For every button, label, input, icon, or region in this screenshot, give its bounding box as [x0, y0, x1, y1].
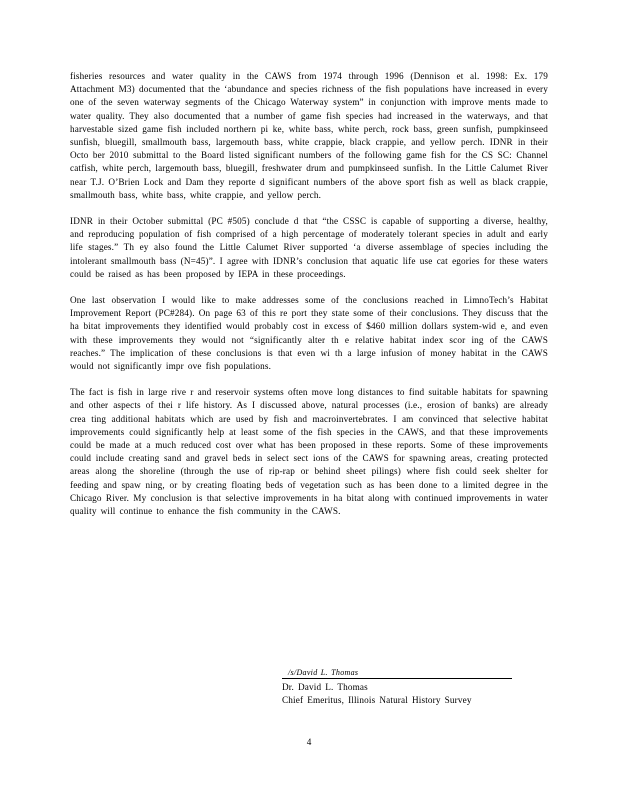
paragraph: fisheries resources and water quality in the CAWS from 1974 through 1996 (Dennison et al. 1998: Ex. 179 Attachment M3) documented that the ‘abundance and species richness of the fish populations have increased in every one of the seven waterway segments of the Chicago Waterway system” in conjunction with improve ments made to water quality. They also documented that a number of game fish species had increased in the waterways, and that harvestable sized game fish included northern pi ke, white bass, white perch, rock bass, green sunfish, pumpkinseed sunfish, bluegill, smallmouth bass, largemouth bass, white crappie, black crappie, and yellow perch. IDNR in their Octo ber 2010 submittal to the Board listed significant numbers of the following game fish for the CS SC: Channel catfish, white perch, largemouth bass, bluegill, freshwater drum and pumpkinseed sunfish. In the Little Calumet River near T.J. O’Brien Lock and Dam they reporte d significant numbers of the above sport fish as well as black crappie, smallmouth bass, white bass, white crappie, and yellow perch.: [70, 71, 548, 200]
signature-rule: [282, 678, 512, 679]
paragraph: One last observation I would like to make addresses some of the conclusions reached in LimnoTech’s Habitat Improvement Report (PC#284). On page 63 of this re port they state some of their conclusions. They discuss that the ha bitat improvements they identified would probably cost in excess of $460 million dollars system-wid e, and even with these improvements they would not “significantly alter th e relative habitat index scor ing of the CAWS reaches.” The implication of these conclusions is that even wi th a large infusion of money habitat in the CAWS would not significantly impr ove fish populations.: [70, 295, 548, 372]
document-body: [70, 70, 548, 531]
signer-name: Dr. David L. Thomas: [282, 682, 368, 692]
signer-title: Chief Emeritus, Illinois Natural History Survey: [282, 694, 472, 705]
signature-block: [282, 668, 532, 706]
paragraph: IDNR in their October submittal (PC #505) conclude d that “the CSSC is capable of supporting a diverse, healthy, and reproducing population of fish comprised of a high percentage of moderately tolerant species in adult and early life stages.” Th ey also found the Little Calumet River supported ‘a diverse assemblage of species including the intolerant smallmouth bass (N=45)”. I agree with IDNR’s conclusion that aquatic life use cat egories for these waters could be raised as has been proposed by IEPA in these proceedings.: [70, 216, 548, 279]
page-number: 4: [306, 737, 312, 747]
paragraph: The fact is fish in large rive r and reservoir systems often move long distances to find suitable habitats for spawning and other aspects of thei r life history. As I discussed above, natural processes (i.e., erosion of banks) are already crea ting additional habitats which are used by fish and macroinvertebrates. I am convinced that selective habitat improvements could significantly help at least some of the fish species in the CAWS, and that these improvements could be made at a much reduced cost over what has been proposed in these reports. Some of these improvements could include creating sand and gravel beds in select sect ions of the CAWS for spawning areas, creating protected areas along the shoreline (through the use of rip-rap or behind sheet pilings) where fish could seek shelter for feeding and spaw ning, or by creating floating beds of vegetation such as has been done to a limited degree in the Chicago River. My conclusion is that selective improvements in ha bitat along with continued improvements in water quality will continue to enhance the fish community in the CAWS.: [70, 387, 548, 517]
handwritten-signature: /s/David L. Thomas: [288, 668, 359, 677]
